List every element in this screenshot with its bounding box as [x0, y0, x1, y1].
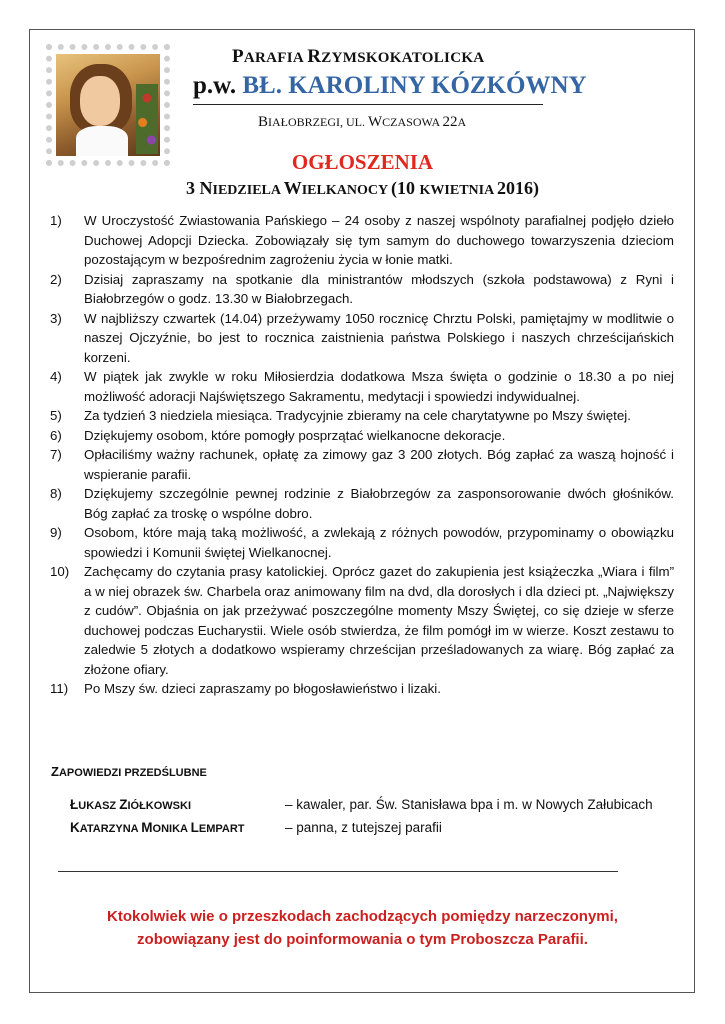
notice-line: Ktokolwiek wie o przeszkodach zachodzących pomiędzy narzeczonymi, — [107, 908, 618, 925]
announcement-item: 2) Dzisiaj zapraszamy na spotkanie dla ministrantów młodszych (szkoła podstawowa) z Ryni i Białobrzegów o godz. 13.30 w Białobrzegach. — [50, 271, 674, 306]
patron-portrait — [56, 54, 160, 156]
impediment-notice — [0, 905, 725, 951]
bann-name: KATARZYNA MONIKA LEMPART — [70, 820, 245, 835]
patron-stamp-image — [46, 44, 170, 166]
announcement-item: 8) Dziękujemy szczególnie pewnej rodzinie z Białobrzegów za zasponsorowanie dwóch głośników. Bóg zapłać za troskę o wspólne dobro. — [50, 486, 674, 521]
banns-heading: ZAPOWIEDZI PRZEDŚLUBNE — [51, 764, 207, 779]
parish-name-heading: p.w. BŁ. KAROLINY KÓZKÓWNY — [193, 72, 587, 99]
parish-type-heading: PARAFIA RZYMSKOKATOLICKA — [232, 46, 485, 67]
bann-name: ŁUKASZ ZIÓŁKOWSKI — [70, 797, 192, 812]
announcement-item: 5) Za tydzień 3 niedziela miesiąca. Tradycyjnie zbieramy na cele charytatywne po Mszy świętej. — [50, 408, 631, 423]
announcement-item: 4) W piątek jak zwykle w roku Miłosierdzia dodatkowa Msza święta o godzinie o 18.30 a po niej możliwość adoracji Najświętszego Sakramentu, medytacji i spowiedzi indywidualnej. — [50, 369, 674, 404]
announcements-date-subtitle: 3 NIEDZIELA WIELKANOCY (10 KWIETNIA 2016) — [186, 178, 539, 198]
announcement-item: 9) Osobom, które mają taką możliwość, a zwlekają z różnych powodów, przypominamy o obowiązku spowiedzi i Komunii świętej Wielkanocnej. — [50, 525, 674, 560]
bann-description: – kawaler, par. Św. Stanisława bpa i m. w Nowych Załubicach — [285, 797, 653, 812]
bann-description: – panna, z tutejszej parafii — [285, 820, 442, 835]
notice-line: zobowiązany jest do poinformowania o tym Proboszcza Parafii. — [137, 931, 588, 948]
announcements-list — [50, 211, 674, 699]
header-underline — [193, 104, 543, 105]
announcement-item: 7) Opłaciliśmy ważny rachunek, opłatę za zimowy gaz 3 200 złotych. Bóg zapłać za waszą hojność i wspieranie parafii. — [50, 447, 674, 482]
parish-address: BIAŁOBRZEGI, UL. WCZASOWA 22A — [258, 114, 467, 130]
section-divider — [58, 871, 618, 872]
announcement-item: 6) Dziękujemy osobom, które pomogły posprzątać wielkanocne dekoracje. — [50, 427, 506, 443]
announcement-item: 1) W Uroczystość Zwiastowania Pańskiego – 24 osoby z naszej wspólnoty parafialnej podjęło dzieło Duchowej Adopcji Dziecka. Zobowiązały się tym samym do duchowego towarzyszenia dzieciom pozostającym w bezpośrednim zagrożeniu życia w łonie matki. — [50, 213, 674, 267]
announcement-item: 3) W najbliższy czwartek (14.04) przeżywamy 1050 rocznicę Chrztu Polski, pamiętajmy w modlitwie o naszej Ojczyźnie, bo jest to rocznica zaistnienia państwa Polskiego i naszych chrześcijańskich korzeni. — [50, 310, 674, 365]
announcements-title: OGŁOSZENIA — [291, 150, 434, 174]
announcement-item: 11) Po Mszy św. dzieci zapraszamy po błogosławieństwo i lizaki. — [50, 681, 441, 696]
announcement-item: 10) Zachęcamy do czytania prasy katolickiej. Oprócz gazet do zakupienia jest książeczka „Wiara i film” a w niej obrazek św. Charbela oraz animowany film na dvd, dla dorosłych i dla dzieci pt. „Największy z cudów”. Objaśnia on jak przeżywać poszczególne momenty Mszy Świętej, co się dzieje w sferze duchowej podczas Eucharystii. Wiele osób stwierdza, że film pomógł im w wierze. Koszt zestawu to zaledwie 5 złotych a dodatkowo wspieramy chrześcijan prześladowanych za wiarę. Bóg zapłać za złożone ofiary. — [50, 564, 674, 677]
